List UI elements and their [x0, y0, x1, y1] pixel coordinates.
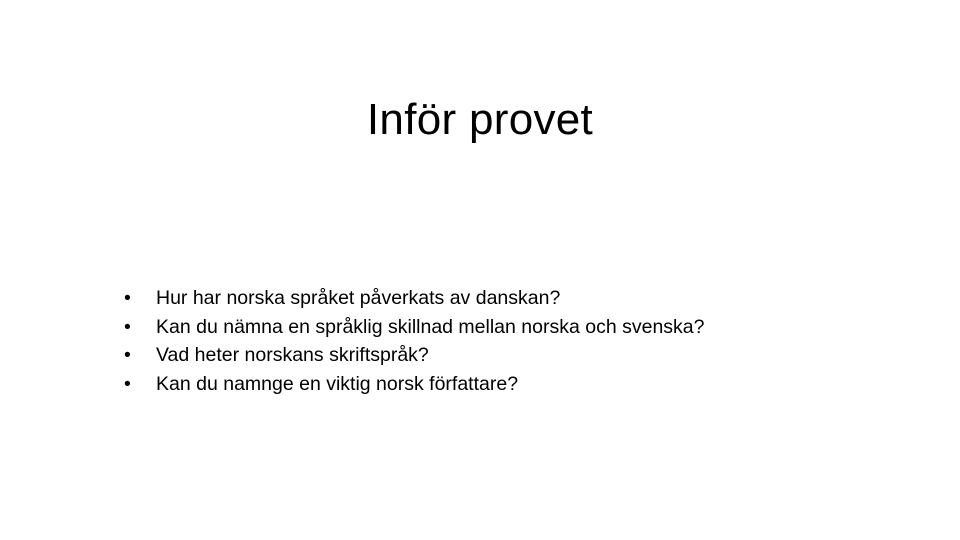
- bullet-item: [124, 313, 704, 342]
- bullet-text: Kan du nämna en språklig skillnad mellan norska och svenska?: [156, 315, 705, 338]
- bullet-dot-icon: •: [124, 315, 131, 338]
- bullet-item: [124, 370, 704, 399]
- slide-title: Inför provet: [366, 95, 594, 144]
- bullet-text: Hur har norska språket påverkats av danskan?: [156, 287, 561, 309]
- bullet-text: Kan du namnge en viktig norsk författare?: [156, 372, 519, 395]
- bullet-dot-icon: •: [124, 287, 131, 309]
- bullet-list: [124, 284, 704, 398]
- bullet-item: [124, 341, 704, 370]
- bullet-dot-icon: •: [124, 344, 131, 366]
- bullet-item: [124, 284, 704, 313]
- bullet-dot-icon: •: [124, 372, 131, 395]
- bullet-text: Vad heter norskans skriftspråk?: [156, 344, 429, 366]
